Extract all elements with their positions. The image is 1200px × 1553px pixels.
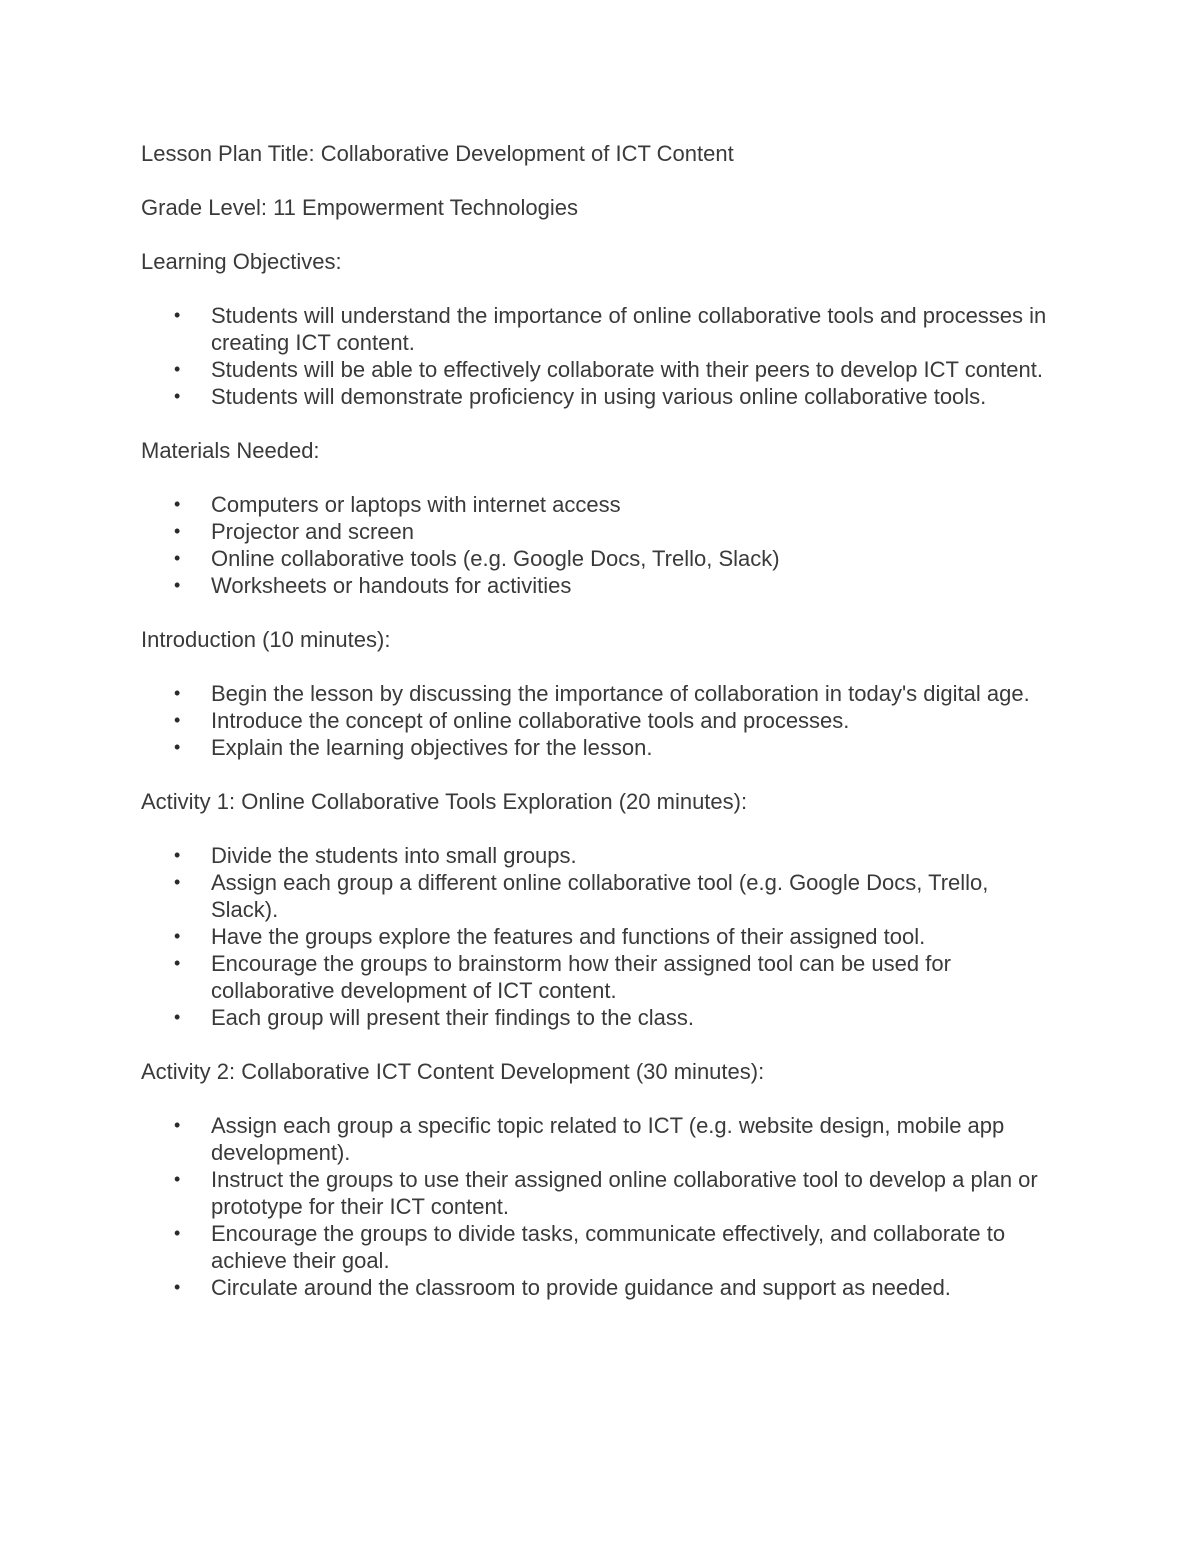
grade-level: Grade Level: 11 Empowerment Technologies	[141, 195, 578, 220]
bullet-icon: •	[174, 548, 181, 568]
list-item-text: Explain the learning objectives for the lesson.	[211, 735, 653, 760]
learning-objectives-heading: Learning Objectives:	[141, 249, 342, 274]
list-item	[141, 950, 1061, 1004]
activity-1-heading: Activity 1: Online Collaborative Tools Exploration (20 minutes):	[141, 789, 748, 814]
introduction-list	[141, 680, 1061, 761]
list-item	[141, 680, 1061, 707]
activity-1-list	[141, 842, 1061, 1031]
lesson-plan-title: Lesson Plan Title: Collaborative Development of ICT Content	[141, 141, 734, 166]
list-item-text: Encourage the groups to brainstorm how their assigned tool can be used for collaborative development of ICT content.	[211, 951, 951, 1003]
list-item-text: Assign each group a specific topic related to ICT (e.g. website design, mobile app development).	[211, 1113, 1005, 1165]
list-item-text: Students will understand the importance of online collaborative tools and processes in creating ICT content.	[211, 303, 1047, 355]
materials-needed-heading: Materials Needed:	[141, 438, 320, 463]
list-item	[141, 734, 1061, 761]
bullet-icon: •	[174, 305, 181, 325]
bullet-icon: •	[174, 1007, 181, 1027]
bullet-icon: •	[174, 575, 181, 595]
sections-container	[141, 248, 1061, 1301]
list-item-text: Have the groups explore the features and functions of their assigned tool.	[211, 924, 926, 949]
learning-objectives-list	[141, 302, 1061, 410]
list-item	[141, 1112, 1061, 1166]
list-item-text: Divide the students into small groups.	[211, 843, 577, 868]
list-item	[141, 1220, 1061, 1274]
list-item-text: Instruct the groups to use their assigned online collaborative tool to develop a plan or prototype for their ICT content.	[211, 1167, 1038, 1219]
bullet-icon: •	[174, 710, 181, 730]
bullet-icon: •	[174, 359, 181, 379]
list-item	[141, 842, 1061, 869]
activity-2-list	[141, 1112, 1061, 1301]
bullet-icon: •	[174, 683, 181, 703]
list-item-text: Worksheets or handouts for activities	[211, 573, 572, 598]
bullet-icon: •	[174, 845, 181, 865]
list-item-text: Assign each group a different online collaborative tool (e.g. Google Docs, Trello, Slack).	[211, 870, 989, 922]
document-body	[141, 140, 1061, 1328]
list-item-text: Computers or laptops with internet access	[211, 492, 621, 517]
list-item-text: Students will demonstrate proficiency in using various online collaborative tools.	[211, 384, 987, 409]
bullet-icon: •	[174, 926, 181, 946]
list-item	[141, 1274, 1061, 1301]
bullet-icon: •	[174, 1223, 181, 1243]
list-item-text: Each group will present their findings to the class.	[211, 1005, 695, 1030]
list-item	[141, 923, 1061, 950]
list-item	[141, 869, 1061, 923]
list-item-text: Introduce the concept of online collaborative tools and processes.	[211, 708, 850, 733]
list-item	[141, 383, 1061, 410]
materials-needed-list	[141, 491, 1061, 599]
bullet-icon: •	[174, 386, 181, 406]
list-item	[141, 1166, 1061, 1220]
bullet-icon: •	[174, 872, 181, 892]
list-item-text: Circulate around the classroom to provide guidance and support as needed.	[211, 1275, 951, 1300]
introduction-heading: Introduction (10 minutes):	[141, 627, 391, 652]
list-item	[141, 545, 1061, 572]
list-item-text: Students will be able to effectively collaborate with their peers to develop ICT content.	[211, 357, 1043, 382]
list-item-text: Encourage the groups to divide tasks, communicate effectively, and collaborate to achieve their goal.	[211, 1221, 1006, 1273]
bullet-icon: •	[174, 1169, 181, 1189]
list-item	[141, 491, 1061, 518]
bullet-icon: •	[174, 494, 181, 514]
list-item-text: Online collaborative tools (e.g. Google Docs, Trello, Slack)	[211, 546, 780, 571]
list-item	[141, 572, 1061, 599]
list-item	[141, 302, 1061, 356]
list-item	[141, 518, 1061, 545]
list-item-text: Projector and screen	[211, 519, 414, 544]
list-item	[141, 356, 1061, 383]
list-item	[141, 1004, 1061, 1031]
bullet-icon: •	[174, 737, 181, 757]
bullet-icon: •	[174, 521, 181, 541]
list-item-text: Begin the lesson by discussing the importance of collaboration in today's digital age.	[211, 681, 1030, 706]
list-item	[141, 707, 1061, 734]
activity-2-heading: Activity 2: Collaborative ICT Content Development (30 minutes):	[141, 1059, 765, 1084]
bullet-icon: •	[174, 953, 181, 973]
bullet-icon: •	[174, 1115, 181, 1135]
bullet-icon: •	[174, 1277, 181, 1297]
